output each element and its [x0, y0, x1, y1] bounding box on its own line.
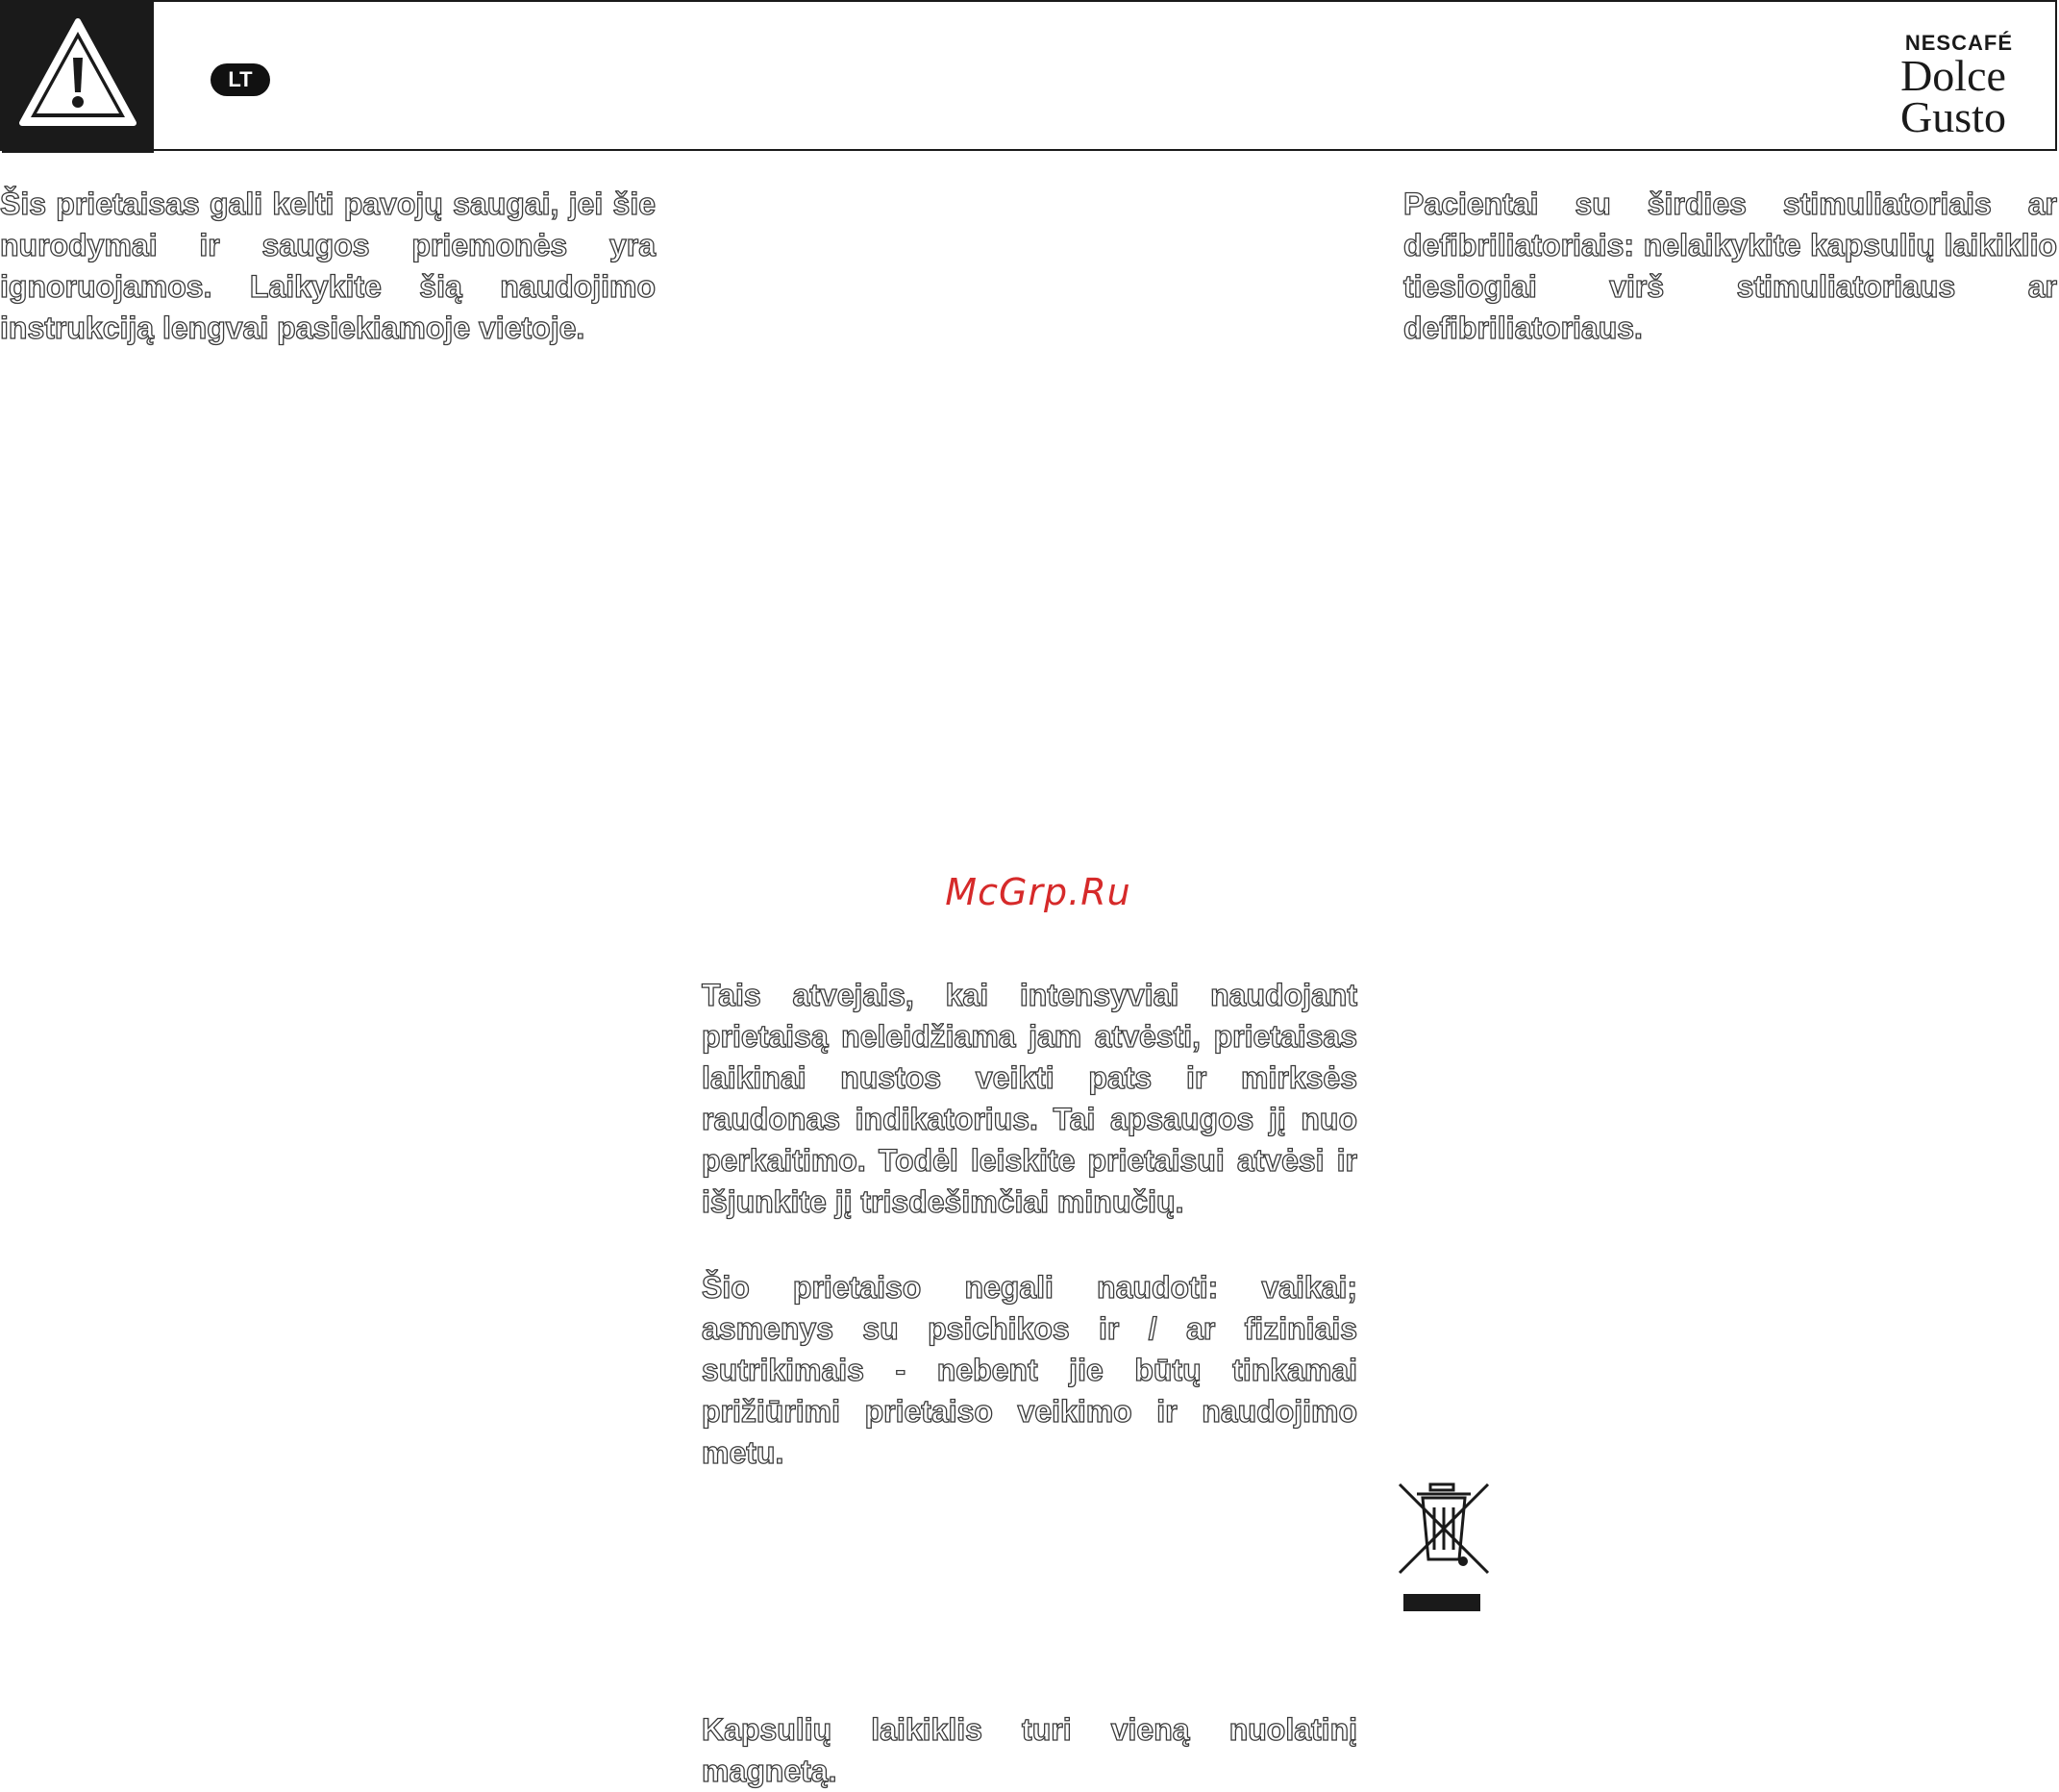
brand-logo — [1886, 31, 2021, 141]
weee-disposal-symbol — [1396, 1481, 1492, 1620]
watermark-link[interactable]: McGrp.Ru — [945, 871, 1131, 913]
page-header — [0, 0, 2057, 151]
brand-line-2: Dolce — [1900, 51, 2006, 100]
warning-box — [2, 2, 154, 153]
language-badge: LT — [211, 63, 270, 96]
children-paragraph: Šio prietaiso negali naudoti: vaikai; asmenys su psichikos ir / ar fiziniais sutrikimais - nebent jie būtų tinkamai prižiūrimi prietaiso veikimo ir naudojimo metu. — [702, 1270, 1357, 1470]
brand-line-1: NESCAFÉ — [1904, 31, 2013, 55]
safety-intro-paragraph: Šis prietaisas gali kelti pavojų saugai, jei šie nurodymai ir saugos priemonės yra ignoruojamos. Laikykite šią naudojimo instrukciją lengvai pasiekiamoje vietoje. — [0, 187, 656, 345]
warning-icon — [17, 15, 138, 137]
overheat-paragraph: Tais atvejais, kai intensyviai naudojant prietaisą neleidžiama jam atvėsti, prietaisas laikinai nustos veikti pats ir mirksės raudonas indikatorius. Tai apsaugos jį nuo perkaitimo. Todėl leiskite prietaisui atvėsi ir išjunkite jį trisdešimčiai minučių. — [702, 978, 1357, 1219]
pacemaker-warning-paragraph: Pacientai su širdies stimuliatoriais ar defibriliatoriais: nelaikykite kapsulių laikiklio tiesiogiai virš stimuliatoriaus ar defibriliatoriaus. — [1403, 187, 2057, 345]
magnet-paragraph: Kapsulių laikiklis turi vieną nuolatinį magnetą. — [702, 1712, 1357, 1788]
crossed-bin-icon — [1396, 1481, 1492, 1615]
brand-line-3: Gusto — [1900, 92, 2006, 141]
